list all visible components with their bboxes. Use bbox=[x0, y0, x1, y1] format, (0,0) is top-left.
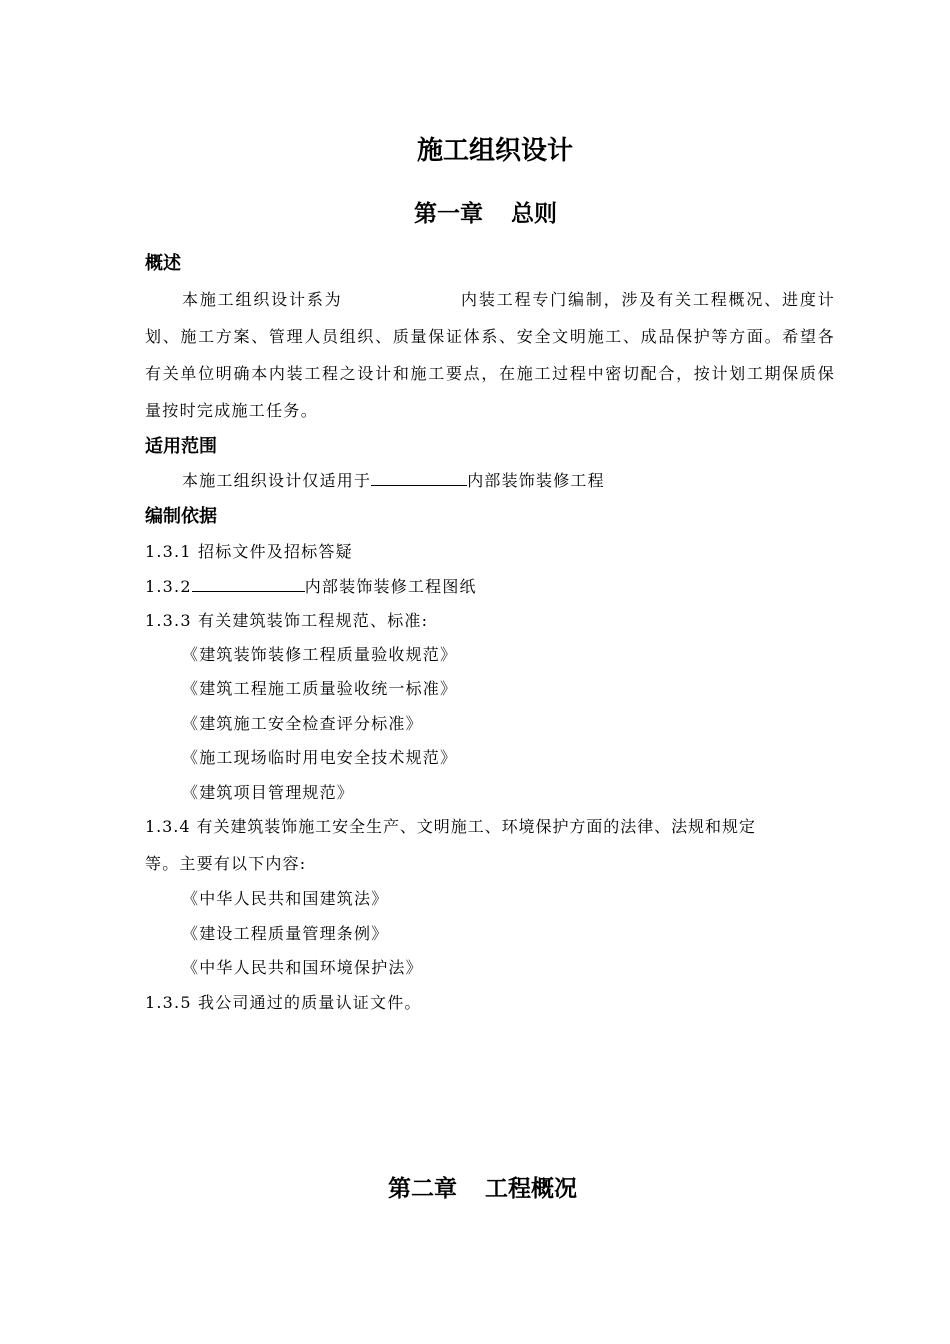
overview-paragraph bbox=[145, 281, 835, 429]
project-name-blank bbox=[343, 291, 461, 305]
section-basis-heading: 编制依据 bbox=[145, 506, 217, 527]
basis-item-2 bbox=[145, 575, 477, 599]
overview-text-before: 本施工组织设计系为 bbox=[182, 290, 343, 309]
basis-item-2-suffix: 内部装饰装修工程图纸 bbox=[304, 577, 477, 596]
section-scope-heading: 适用范围 bbox=[145, 436, 217, 457]
chapter-1-number: 第一章 bbox=[414, 201, 483, 227]
basis-item-2-prefix: 1.3.2 bbox=[145, 577, 192, 596]
basis-item-1: 1.3.1 招标文件及招标答疑 bbox=[145, 542, 353, 561]
chapter-2-number: 第二章 bbox=[388, 1176, 457, 1202]
law-item: 《中华人民共和国环境保护法》 bbox=[182, 958, 423, 977]
standard-item: 《建筑装饰装修工程质量验收规范》 bbox=[182, 645, 458, 664]
chapter-2-name: 工程概况 bbox=[485, 1176, 577, 1202]
chapter-1-name: 总则 bbox=[511, 201, 557, 227]
scope-text-after: 内部装饰装修工程 bbox=[467, 471, 605, 490]
standard-item: 《建筑工程施工质量验收统一标准》 bbox=[182, 679, 458, 698]
standard-item: 《建筑施工安全检查评分标准》 bbox=[182, 714, 423, 733]
section-overview-heading: 概述 bbox=[145, 253, 181, 274]
basis-item-4-line-1: 1.3.4 有关建筑装饰施工安全生产、文明施工、环境保护方面的法律、法规和规定 bbox=[145, 817, 756, 836]
standard-item: 《建筑项目管理规范》 bbox=[182, 783, 355, 802]
scope-project-blank bbox=[371, 471, 467, 486]
basis-project-blank bbox=[192, 577, 305, 592]
chapter-1-heading bbox=[414, 199, 557, 229]
basis-item-5: 1.3.5 我公司通过的质量认证文件。 bbox=[145, 993, 422, 1012]
law-item: 《建设工程质量管理条例》 bbox=[182, 924, 389, 943]
basis-item-3: 1.3.3 有关建筑装饰工程规范、标准: bbox=[145, 611, 429, 630]
law-item: 《中华人民共和国建筑法》 bbox=[182, 889, 389, 908]
basis-item-4-line-2: 等。主要有以下内容: bbox=[145, 854, 307, 873]
scope-text-before: 本施工组织设计仅适用于 bbox=[182, 471, 372, 490]
overview-text-after: 内装工程专门编制，涉及有关工程概况、进度计划、施工方案、管理人员组织、质量保证体系、安全文明施工、成品保护等方面。希望各有关单位明确本内装工程之设计和施工要点，在施工过程中密切配合，按计划工期保质保量按时完成施工任务。 bbox=[145, 290, 835, 420]
chapter-2-heading bbox=[388, 1174, 577, 1204]
standard-item: 《施工现场临时用电安全技术规范》 bbox=[182, 748, 458, 767]
document-title: 施工组织设计 bbox=[416, 136, 573, 166]
scope-text bbox=[182, 469, 605, 493]
